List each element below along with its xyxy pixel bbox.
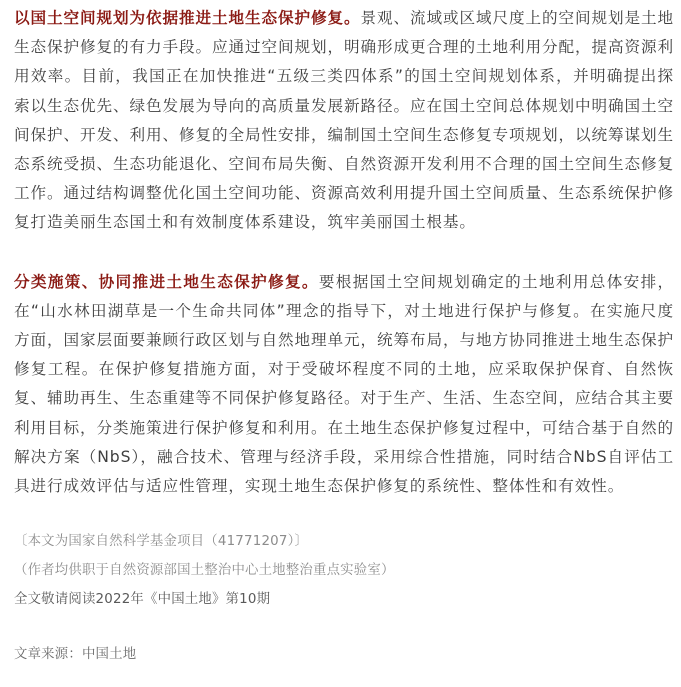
paragraph-spatial-planning: [14, 4, 674, 238]
article-notes: [14, 532, 674, 610]
paragraph-text: 景观、流域或区域尺度上的空间规划是土地生态保护修复的有力手段。应通过空间规划，明确形成更合理的土地利用分配，提高资源利用效率。目前，我国正在加快推进“五级三类四体系”的国土空间规划体系，并明确提出探索以生态优先、绿色发展为导向的高质量发展新路径。应在国土空间总体规划中明确国土空间保护、开发、利用、修复的全局性安排，编制国土空间生态修复专项规划，以统筹谋划生态系统受损、生态功能退化、空间布局失衡、自然资源开发利用不合理的国土空间生态修复工作。通过结构调整优化国土空间功能、资源高效利用提升国土空间质量、生态系统保护修复打造美丽生态国土和有效制度体系建设，筑牢美丽国土根基。: [14, 9, 674, 232]
full-text-note: 全文敬请阅读2022年《中国土地》第10期: [14, 592, 271, 608]
paragraph-lead-heading: 以国土空间规划为依据推进土地生态保护修复。: [14, 9, 361, 27]
author-affiliation-note: （作者均供职于自然资源部国土整治中心土地整治重点实验室）: [14, 563, 395, 579]
article-source: 文章来源：中国土地: [14, 647, 137, 663]
paragraph-text: 要根据国土空间规划确定的土地利用总体安排，在“山水林田湖草是一个生命共同体”理念的指导下，对土地进行保护与修复。在实施尺度方面，国家层面要兼顾行政区划与自然地理单元，统筹布局，与地方协同推进土地生态保护修复工程。在保护修复措施方面，对于受破坏程度不同的土地，应采取保护保育、自然恢复、辅助再生、生态重建等不同保护修复路径。对于生产、生活、生态空间，应结合其主要利用目标，分类施策进行保护修复和利用。在土地生态保护修复过程中，可结合基于自然的解决方案（NbS），融合技术、管理与经济手段，采用综合性措施，同时结合NbS自评估工具进行成效评估与适应性管理，实现土地生态保护修复的系统性、整体性和有效性。: [14, 272, 675, 496]
paragraph-classified-measures: [14, 268, 674, 502]
article-body: [14, 4, 674, 665]
funding-note: 〔本文为国家自然科学基金项目（41771207）〕: [14, 534, 309, 550]
paragraph-lead-heading: 分类施策、协同推进土地生态保护修复。: [14, 272, 319, 291]
